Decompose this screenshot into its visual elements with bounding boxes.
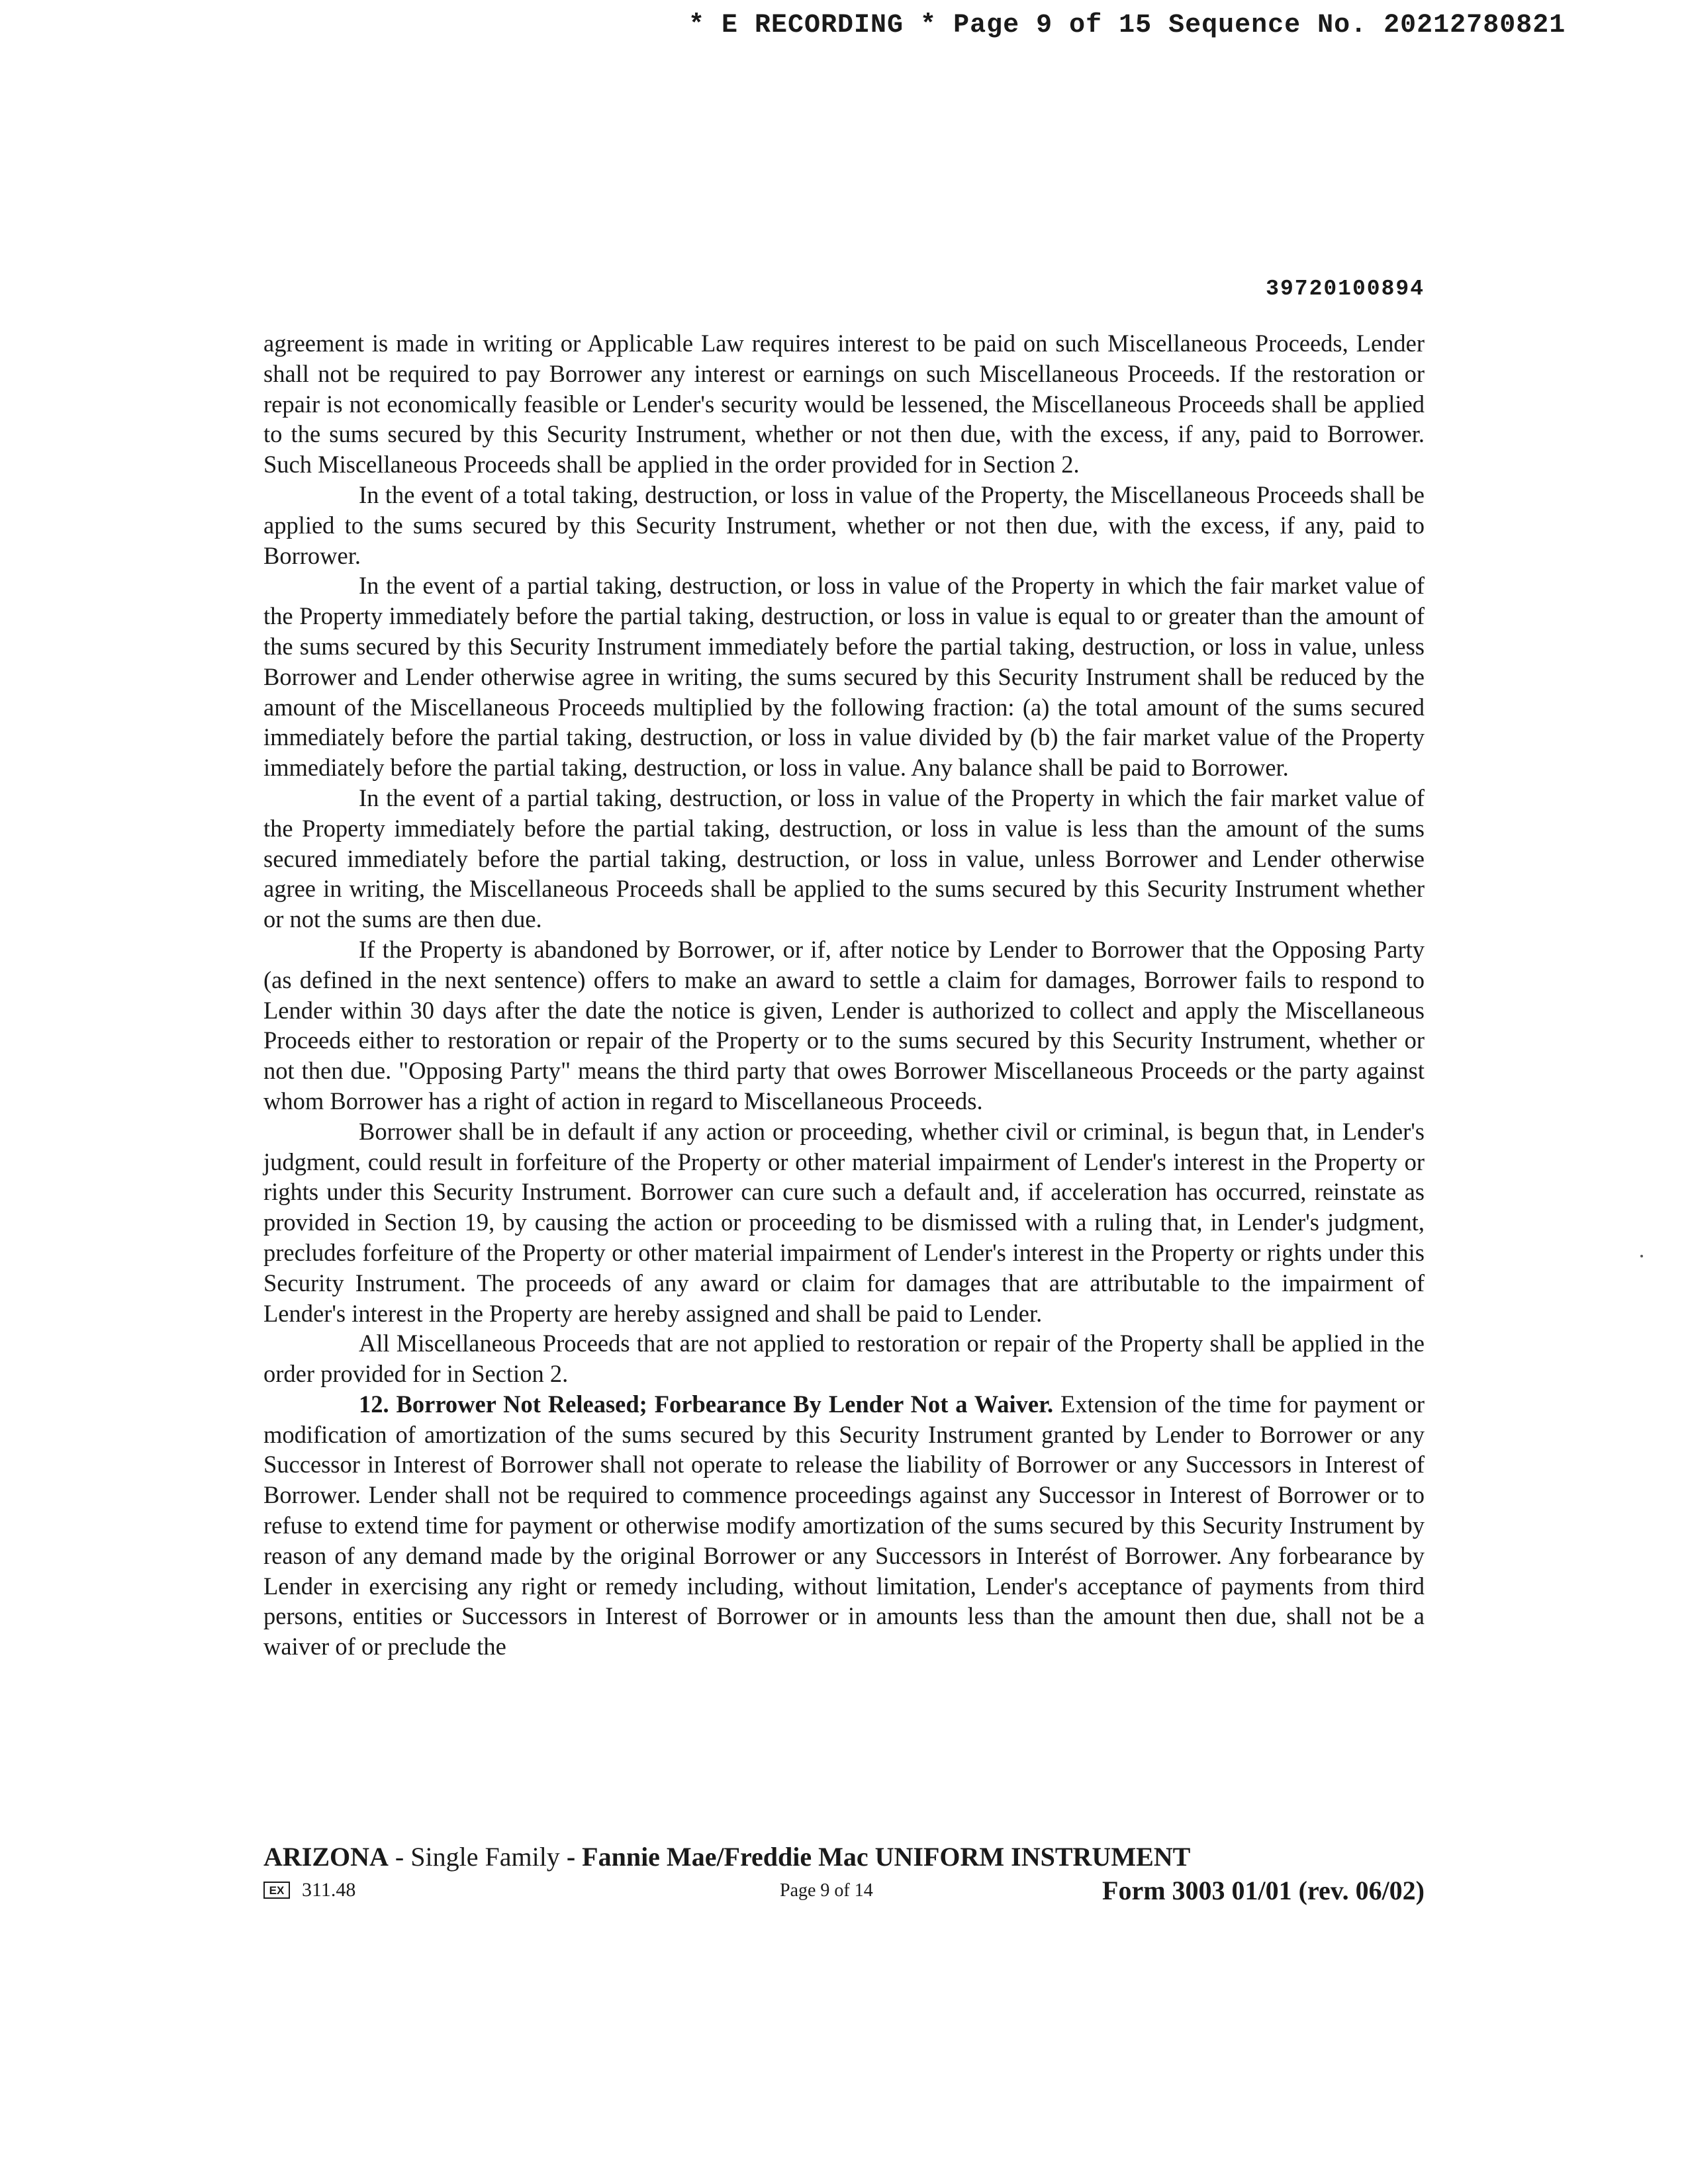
doc-code-number: 311.48 xyxy=(302,1879,356,1901)
paragraph-total-taking: In the event of a total taking, destruction, or loss in value of the Property, the Miscellaneous Proceeds shall be applied to the sums secured by this Security Instrument, whether or not then due, with the excess, if any, paid to Borrower. xyxy=(263,480,1425,569)
paragraph-default: Borrower shall be in default if any action or proceeding, whether civil or criminal, is begun that, in Lender's judgment, could result in forfeiture of the Property or other material impairment of Lender's interest in the Property or rights under this Security Instrument. Borrower can cure such a default and, if acceleration has occurred, reinstate as provided in Section 19, by causing the action or proceeding to be dismissed with a ruling that, in Lender's judgment, precludes forfeiture of the Property or other material impairment of Lender's interest in the Property or rights under this Security Instrument. The proceeds of any award or claim for damages that are attributable to the impairment of Lender's interest in the Property are hereby assigned and shall be paid to Lender. xyxy=(263,1117,1425,1327)
scan-speck xyxy=(1640,1255,1643,1257)
paragraph-abandonment: If the Property is abandoned by Borrower, or if, after notice by Lender to Borrower that the Opposing Party (as defined in the next sentence) offers to make an award to settle a claim for damages, Borrower fails to respond to Lender within 30 days after the date the notice is given, Lender is authorized to collect and apply the Miscellaneous Proceeds either to restoration or repair of the Property or to the sums secured by this Security Instrument, whether or not then due. "Opposing Party" means the third party that owes Borrower Miscellaneous Proceeds or the party against whom Borrower has a right of action in regard to Miscellaneous Proceeds. xyxy=(263,935,1425,1115)
paragraph-application-order: All Miscellaneous Proceeds that are not applied to restoration or repair of the Property shall be applied in the order provided for in Section 2. xyxy=(263,1330,1425,1388)
page-indicator: Page 9 of 14 xyxy=(780,1880,873,1901)
document-body xyxy=(263,328,1425,1662)
paragraph-continuation: agreement is made in writing or Applicable Law requires interest to be paid on such Miscellaneous Proceeds, Lender shall not be required to pay Borrower any interest or earnings on such Miscellaneous Proceeds. If the restoration or repair is not economically feasible or Lender's security would be lessened, the Miscellaneous Proceeds shall be applied to the sums secured by this Security Instrument, whether or not then due, with the excess, if any, paid to Borrower. Such Miscellaneous Proceeds shall be applied in the order provided for in Section 2. xyxy=(263,330,1425,478)
section-12-text: Extension of the time for payment or modification of amortization of the sums secured by this Security Instrument granted by Lender to Borrower or any Successor in Interest of Borrower shall not operate to release the liability of Borrower or any Successors in Interest of Borrower. Lender shall not be required to commence proceedings against any Successor in Interest of Borrower or to refuse to extend time for payment or otherwise modify amortization of the sums secured by this Security Instrument by reason of any demand made by the original Borrower or any Successors in Interést of Borrower. Any forbearance by Lender in exercising any right or remedy including, without limitation, Lender's acceptance of payments from third persons, entities or Successors in Interest of Borrower or in amounts less than the amount then due, shall not be a waiver of or preclude the xyxy=(263,1390,1425,1661)
footer-instrument: Fannie Mae/Freddie Mac UNIFORM INSTRUMENT xyxy=(582,1842,1191,1872)
form-number: Form 3003 01/01 (rev. 06/02) xyxy=(1102,1876,1425,1905)
footer-row xyxy=(263,1875,1425,1908)
section-12-paragraph xyxy=(263,1389,1425,1662)
footer-family: Single Family xyxy=(410,1842,560,1872)
doc-code xyxy=(263,1879,355,1901)
footer-title: ARIZONA - Single Family - Fannie Mae/Freddie Mac UNIFORM INSTRUMENT xyxy=(263,1842,1191,1872)
ellie-mae-logo-icon: EX xyxy=(263,1882,290,1899)
footer-state: ARIZONA xyxy=(263,1842,389,1872)
section-12-heading: 12. Borrower Not Released; Forbearance By Lender Not a Waiver. xyxy=(359,1390,1054,1418)
form-footer xyxy=(263,1841,1425,1908)
loan-number: 39720100894 xyxy=(1266,277,1425,301)
paragraph-partial-taking-greater: In the event of a partial taking, destruction, or loss in value of the Property in which the fair market value of the Property immediately before the partial taking, destruction, or loss in value is equal to or greater than the amount of the sums secured by this Security Instrument immediately before the partial taking, destruction, or loss in value, unless Borrower and Lender otherwise agree in writing, the sums secured by this Security Instrument shall be reduced by the amount of the Miscellaneous Proceeds multiplied by the following fraction: (a) the total amount of the sums secured immediately before the partial taking, destruction, or loss in value divided by (b) the fair market value of the Property immediately before the partial taking, destruction, or loss in value. Any balance shall be paid to Borrower. xyxy=(263,572,1425,782)
recording-stamp: * E RECORDING * Page 9 of 15 Sequence No. 20212780821 xyxy=(688,11,1566,40)
paragraph-partial-taking-less: In the event of a partial taking, destruction, or loss in value of the Property in which the fair market value of the Property immediately before the partial taking, destruction, or loss in value is less than the amount of the sums secured immediately before the partial taking, destruction, or loss in value, unless Borrower and Lender otherwise agree in writing, the Miscellaneous Proceeds shall be applied to the sums secured by this Security Instrument whether or not the sums are then due. xyxy=(263,784,1425,933)
